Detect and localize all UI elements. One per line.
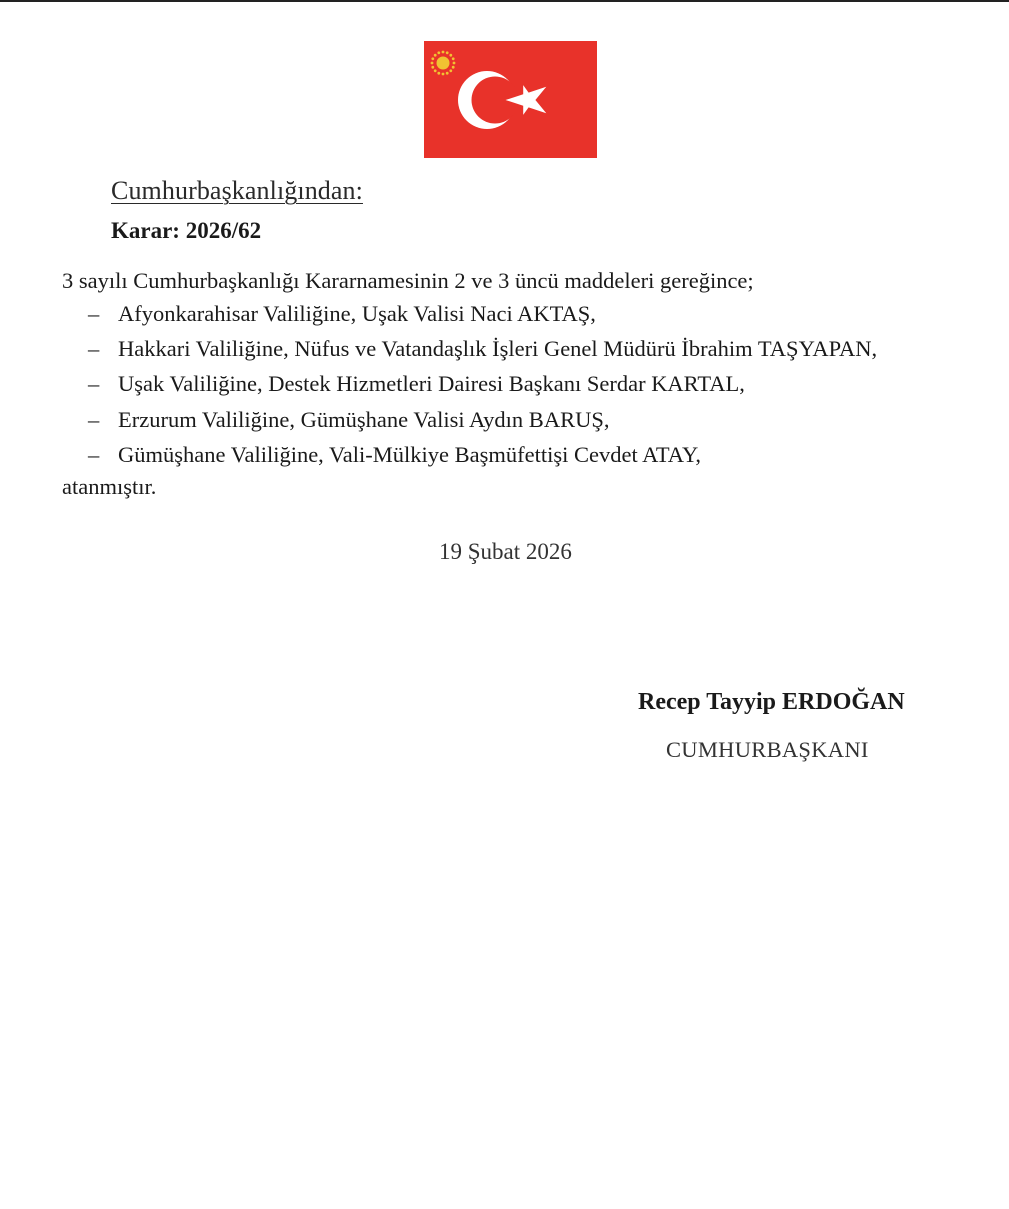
dash-bullet: – (88, 406, 100, 432)
top-border (0, 0, 1009, 2)
issuer-heading: Cumhurbaşkanlığından: (111, 176, 363, 205)
closing-word: atanmıştır. (62, 474, 157, 499)
appointment-text: Afyonkarahisar Valiliğine, Uşak Valisi Naci AKTAŞ, (118, 301, 596, 326)
signer-title: CUMHURBAŞKANI (666, 737, 869, 762)
dash-bullet: – (88, 441, 100, 467)
appointment-text: Uşak Valiliğine, Destek Hizmetleri Dairesi Başkanı Serdar KARTAL, (118, 371, 745, 397)
list-item (88, 299, 877, 334)
list-item (88, 334, 877, 369)
dash-bullet: – (88, 371, 100, 397)
intro-paragraph: 3 sayılı Cumhurbaşkanlığı Kararnamesinin 2 ve 3 üncü maddeleri gereğince; (62, 268, 754, 293)
decision-date: 19 Şubat 2026 (439, 539, 572, 564)
turkish-flag-icon (424, 41, 597, 158)
appointment-text: Erzurum Valiliğine, Gümüşhane Valisi Aydın BARUŞ, (118, 406, 610, 432)
dash-bullet: – (88, 301, 100, 326)
list-item (88, 369, 877, 404)
list-item (88, 440, 877, 475)
appointment-list (88, 299, 877, 475)
appointment-text: Gümüşhane Valiliğine, Vali-Mülkiye Başmüfettişi Cevdet ATAY, (118, 441, 701, 467)
signer-name: Recep Tayyip ERDOĞAN (638, 689, 905, 715)
decision-number: Karar: 2026/62 (111, 218, 262, 243)
dash-bullet: – (88, 336, 100, 362)
list-item (88, 405, 877, 440)
appointment-text: Hakkari Valiliğine, Nüfus ve Vatandaşlık İşleri Genel Müdürü İbrahim TAŞYAPAN, (118, 336, 878, 362)
